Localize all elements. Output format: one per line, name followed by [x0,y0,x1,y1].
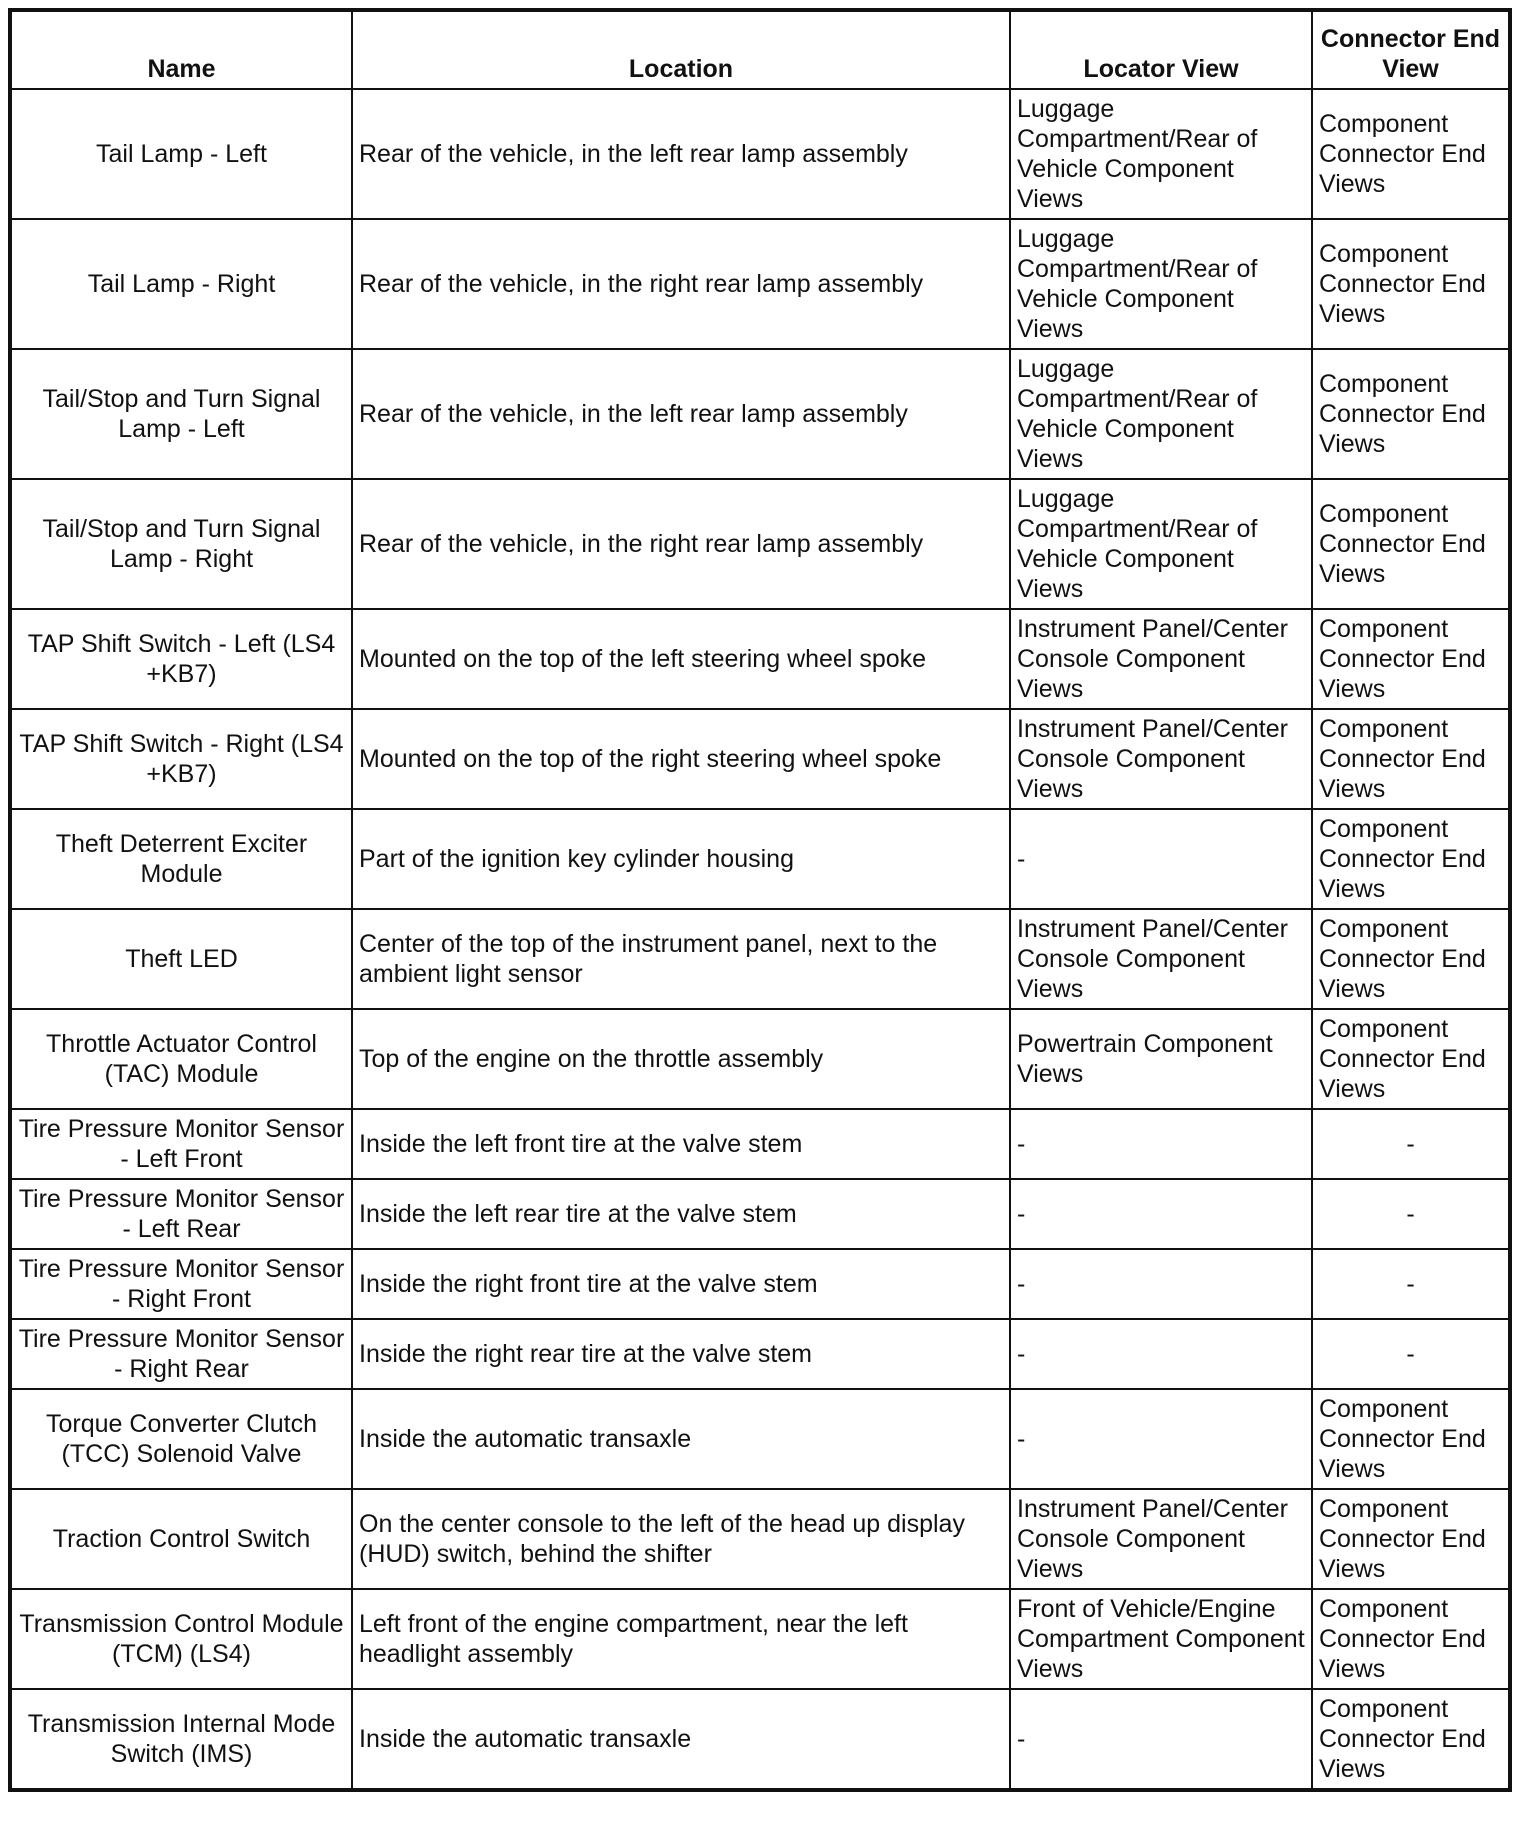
cell-location: Rear of the vehicle, in the left rear lamp assembly [352,349,1010,479]
table-row [10,709,1510,809]
cell-locator-view: Luggage Compartment/Rear of Vehicle Component Views [1010,349,1312,479]
table-row [10,1319,1510,1389]
cell-locator-view: - [1010,809,1312,909]
cell-location: Inside the right rear tire at the valve stem [352,1319,1010,1389]
cell-name: Tail Lamp - Left [10,89,352,219]
cell-connector-end-view: - [1312,1109,1510,1179]
cell-locator-view: - [1010,1389,1312,1489]
cell-locator-view: Luggage Compartment/Rear of Vehicle Component Views [1010,219,1312,349]
component-table [8,8,1512,1792]
cell-name: Tail Lamp - Right [10,219,352,349]
cell-location: Mounted on the top of the right steering wheel spoke [352,709,1010,809]
table-row [10,609,1510,709]
cell-name: Tail/Stop and Turn Signal Lamp - Right [10,479,352,609]
table-row [10,349,1510,479]
table-row [10,909,1510,1009]
cell-locator-view: - [1010,1689,1312,1790]
cell-locator-view: Powertrain Component Views [1010,1009,1312,1109]
cell-name: TAP Shift Switch - Left (LS4 +KB7) [10,609,352,709]
component-locator-sheet [8,8,1508,1792]
cell-locator-view: Luggage Compartment/Rear of Vehicle Component Views [1010,89,1312,219]
cell-connector-end-view: - [1312,1249,1510,1319]
cell-location: Part of the ignition key cylinder housing [352,809,1010,909]
cell-location: Rear of the vehicle, in the right rear lamp assembly [352,479,1010,609]
table-row [10,1109,1510,1179]
cell-connector-end-view: Component Connector End Views [1312,89,1510,219]
cell-locator-view: Instrument Panel/Center Console Component Views [1010,909,1312,1009]
cell-connector-end-view: - [1312,1319,1510,1389]
header-locator-view: Locator View [1010,10,1312,89]
cell-location: Top of the engine on the throttle assembly [352,1009,1010,1109]
cell-location: Center of the top of the instrument panel, next to the ambient light sensor [352,909,1010,1009]
cell-name: Transmission Internal Mode Switch (IMS) [10,1689,352,1790]
cell-location: Rear of the vehicle, in the right rear lamp assembly [352,219,1010,349]
cell-locator-view: - [1010,1179,1312,1249]
table-row [10,89,1510,219]
table-row [10,1249,1510,1319]
cell-connector-end-view: Component Connector End Views [1312,809,1510,909]
cell-locator-view: - [1010,1319,1312,1389]
cell-location: Mounted on the top of the left steering wheel spoke [352,609,1010,709]
cell-location: Inside the automatic transaxle [352,1389,1010,1489]
table-header-row [10,10,1510,89]
table-row [10,1589,1510,1689]
cell-location: Inside the automatic transaxle [352,1689,1010,1790]
cell-location: Left front of the engine compartment, near the left headlight assembly [352,1589,1010,1689]
cell-location: Inside the left front tire at the valve stem [352,1109,1010,1179]
table-row [10,1179,1510,1249]
cell-name: Theft LED [10,909,352,1009]
cell-location: On the center console to the left of the head up display (HUD) switch, behind the shifter [352,1489,1010,1589]
table-row [10,219,1510,349]
cell-locator-view: - [1010,1109,1312,1179]
cell-locator-view: Instrument Panel/Center Console Component Views [1010,709,1312,809]
cell-name: Traction Control Switch [10,1489,352,1589]
cell-locator-view: Front of Vehicle/Engine Compartment Component Views [1010,1589,1312,1689]
cell-name: Throttle Actuator Control (TAC) Module [10,1009,352,1109]
cell-locator-view: - [1010,1249,1312,1319]
cell-name: Tire Pressure Monitor Sensor - Right Front [10,1249,352,1319]
cell-location: Inside the right front tire at the valve stem [352,1249,1010,1319]
cell-locator-view: Luggage Compartment/Rear of Vehicle Component Views [1010,479,1312,609]
cell-name: Tire Pressure Monitor Sensor - Left Rear [10,1179,352,1249]
cell-name: TAP Shift Switch - Right (LS4 +KB7) [10,709,352,809]
cell-connector-end-view: Component Connector End Views [1312,1389,1510,1489]
cell-name: Tire Pressure Monitor Sensor - Left Front [10,1109,352,1179]
cell-connector-end-view: Component Connector End Views [1312,349,1510,479]
cell-location: Inside the left rear tire at the valve stem [352,1179,1010,1249]
cell-name: Theft Deterrent Exciter Module [10,809,352,909]
cell-name: Torque Converter Clutch (TCC) Solenoid Valve [10,1389,352,1489]
cell-connector-end-view: Component Connector End Views [1312,609,1510,709]
header-connector-end-view: Connector End View [1312,10,1510,89]
cell-locator-view: Instrument Panel/Center Console Component Views [1010,1489,1312,1589]
header-name: Name [10,10,352,89]
table-row [10,1689,1510,1790]
table-row [10,1389,1510,1489]
cell-connector-end-view: Component Connector End Views [1312,909,1510,1009]
cell-connector-end-view: Component Connector End Views [1312,219,1510,349]
cell-connector-end-view: Component Connector End Views [1312,1589,1510,1689]
cell-connector-end-view: Component Connector End Views [1312,1689,1510,1790]
cell-name: Tail/Stop and Turn Signal Lamp - Left [10,349,352,479]
table-row [10,1009,1510,1109]
header-location: Location [352,10,1010,89]
cell-connector-end-view: Component Connector End Views [1312,1009,1510,1109]
cell-locator-view: Instrument Panel/Center Console Component Views [1010,609,1312,709]
table-row [10,479,1510,609]
table-row [10,809,1510,909]
cell-connector-end-view: Component Connector End Views [1312,709,1510,809]
cell-name: Transmission Control Module (TCM) (LS4) [10,1589,352,1689]
cell-connector-end-view: Component Connector End Views [1312,479,1510,609]
cell-connector-end-view: - [1312,1179,1510,1249]
cell-location: Rear of the vehicle, in the left rear lamp assembly [352,89,1010,219]
table-row [10,1489,1510,1589]
cell-name: Tire Pressure Monitor Sensor - Right Rear [10,1319,352,1389]
cell-connector-end-view: Component Connector End Views [1312,1489,1510,1589]
